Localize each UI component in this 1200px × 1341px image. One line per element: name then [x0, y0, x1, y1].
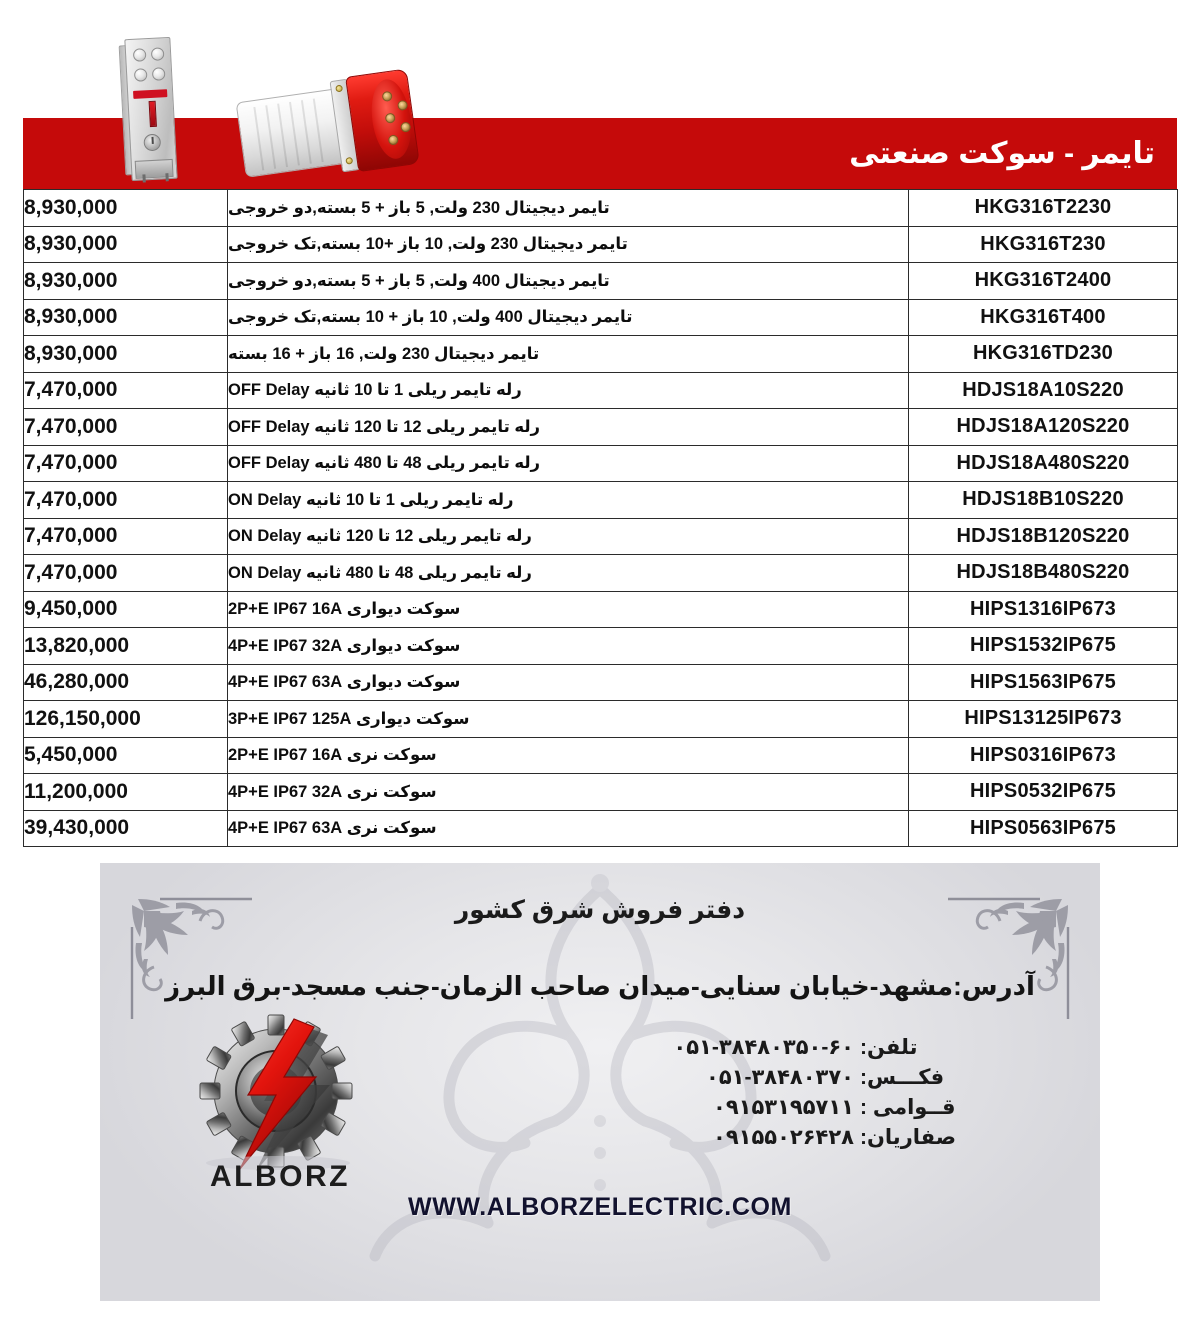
product-description-cell: سوکت نری 4P+E IP67 32A — [228, 774, 909, 811]
relay-terminal-icon — [151, 47, 165, 61]
product-price-cell: 13,820,000 — [24, 628, 228, 665]
product-code-cell: HKG316T2230 — [909, 190, 1178, 227]
relay-terminal-icon — [152, 67, 166, 81]
product-description-cell: تایمر دیجیتال 400 ولت, 10 باز + 10 بسته,تک خروجی — [228, 299, 909, 336]
product-price-cell: 8,930,000 — [24, 263, 228, 300]
plug-screw-icon — [335, 85, 343, 93]
product-price-cell: 7,470,000 — [24, 482, 228, 519]
contact-list — [664, 1035, 982, 1155]
contact-row — [664, 1095, 982, 1125]
table-row — [24, 518, 1178, 555]
table-row — [24, 774, 1178, 811]
relay-terminal-icon — [134, 68, 148, 82]
product-price-cell: 7,470,000 — [24, 409, 228, 446]
contact-label: صفاریان: — [860, 1126, 957, 1149]
relay-brand-label — [133, 89, 167, 99]
contact-row — [664, 1125, 982, 1155]
product-code-cell: HDJS18B120S220 — [909, 518, 1178, 555]
website-url[interactable]: WWW.ALBORZELECTRIC.COM — [408, 1193, 792, 1221]
product-code-cell: HIPS13125IP673 — [909, 701, 1178, 738]
product-price-cell: 8,930,000 — [24, 336, 228, 373]
contact-label: فکـــس: — [860, 1066, 945, 1089]
product-description-cell: سوکت دیواری 4P+E IP67 32A — [228, 628, 909, 665]
product-code-cell: HKG316TD230 — [909, 336, 1178, 373]
product-code-cell: HIPS1563IP675 — [909, 664, 1178, 701]
product-code-cell: HIPS0563IP675 — [909, 810, 1178, 847]
product-code-cell: HDJS18A480S220 — [909, 445, 1178, 482]
office-title: دفتر فروش شرق کشور — [454, 896, 746, 924]
table-row — [24, 628, 1178, 665]
relay-terminal-icon — [133, 48, 147, 62]
product-code-cell: HDJS18A10S220 — [909, 372, 1178, 409]
product-description-cell: تایمر دیجیتال 230 ولت, 5 باز + 5 بسته,دو خروجی — [228, 190, 909, 227]
product-description-cell: سوکت دیواری 4P+E IP67 63A — [228, 664, 909, 701]
product-description-cell: سوکت نری 4P+E IP67 63A — [228, 810, 909, 847]
product-price-cell: 39,430,000 — [24, 810, 228, 847]
product-code-cell: HIPS1316IP673 — [909, 591, 1178, 628]
table-row — [24, 299, 1178, 336]
footer-contact-card — [100, 863, 1100, 1301]
contact-value: ۰۵۱-۳۸۴۸۰۳۷۰ — [706, 1066, 854, 1089]
product-description-cell: سوکت دیواری 3P+E IP67 125A — [228, 701, 909, 738]
product-code-cell: HIPS1532IP675 — [909, 628, 1178, 665]
product-code-cell: HDJS18A120S220 — [909, 409, 1178, 446]
office-address: آدرس:مشهد-خیابان سنایی-میدان صاحب الزمان-جنب مسجد-برق البرز — [165, 971, 1035, 1001]
product-price-cell: 7,470,000 — [24, 372, 228, 409]
product-price-cell: 7,470,000 — [24, 555, 228, 592]
table-row — [24, 372, 1178, 409]
product-code-cell: HKG316T230 — [909, 226, 1178, 263]
alborz-logo — [188, 1013, 378, 1193]
product-description-cell: رله تایمر ریلی 12 تا 120 ثانیه OFF Delay — [228, 409, 909, 446]
table-row — [24, 482, 1178, 519]
plug-pin-hole — [397, 100, 408, 111]
product-price-cell: 8,930,000 — [24, 226, 228, 263]
plug-pin-hole — [382, 91, 393, 102]
product-code-cell: HKG316T2400 — [909, 263, 1178, 300]
header-banner — [23, 118, 1177, 189]
product-description-cell: رله تایمر ریلی 48 تا 480 ثانیه OFF Delay — [228, 445, 909, 482]
logo-wordmark: ALBORZ — [210, 1160, 350, 1193]
table-row — [24, 810, 1178, 847]
product-description-cell: تایمر دیجیتال 230 ولت, 16 باز + 16 بسته — [228, 336, 909, 373]
product-description-cell: رله تایمر ریلی 1 تا 10 ثانیه ON Delay — [228, 482, 909, 519]
table-row — [24, 701, 1178, 738]
contact-value: ۰۹۱۵۵۰۲۶۴۲۸ — [713, 1126, 854, 1149]
product-price-cell: 7,470,000 — [24, 445, 228, 482]
contact-row — [664, 1065, 982, 1095]
product-description-cell: تایمر دیجیتال 230 ولت, 10 باز +10 بسته,تک خروجی — [228, 226, 909, 263]
table-row — [24, 445, 1178, 482]
product-price-cell: 126,150,000 — [24, 701, 228, 738]
product-description-cell: رله تایمر ریلی 12 تا 120 ثانیه ON Delay — [228, 518, 909, 555]
table-row — [24, 263, 1178, 300]
product-price-cell: 8,930,000 — [24, 190, 228, 227]
product-price-cell: 9,450,000 — [24, 591, 228, 628]
product-price-cell: 7,470,000 — [24, 518, 228, 555]
product-description-cell: تایمر دیجیتال 400 ولت, 5 باز + 5 بسته,دو خروجی — [228, 263, 909, 300]
contact-label: قــوامی : — [860, 1096, 956, 1119]
product-code-cell: HDJS18B480S220 — [909, 555, 1178, 592]
product-description-cell: رله تایمر ریلی 1 تا 10 ثانیه OFF Delay — [228, 372, 909, 409]
table-row — [24, 226, 1178, 263]
product-price-cell: 11,200,000 — [24, 774, 228, 811]
page-title: تایمر - سوکت صنعتی — [849, 136, 1155, 170]
table-row — [24, 555, 1178, 592]
contact-value: ۰۵۱-۳۸۴۸۰۳۵۰-۶۰ — [673, 1036, 854, 1059]
price-table — [23, 189, 1178, 847]
product-description-cell: رله تایمر ریلی 48 تا 480 ثانیه ON Delay — [228, 555, 909, 592]
product-price-cell: 46,280,000 — [24, 664, 228, 701]
contact-label: تلفن: — [860, 1036, 918, 1059]
contact-row — [664, 1035, 982, 1065]
contact-value: ۰۹۱۵۳۱۹۵۷۱۱ — [713, 1096, 854, 1119]
table-row — [24, 190, 1178, 227]
product-code-cell: HIPS0532IP675 — [909, 774, 1178, 811]
product-description-cell: سوکت دیواری 2P+E IP67 16A — [228, 591, 909, 628]
product-description-cell: سوکت نری 2P+E IP67 16A — [228, 737, 909, 774]
table-row — [24, 336, 1178, 373]
table-row — [24, 409, 1178, 446]
product-code-cell: HDJS18B10S220 — [909, 482, 1178, 519]
product-code-cell: HIPS0316IP673 — [909, 737, 1178, 774]
table-row — [24, 737, 1178, 774]
product-code-cell: HKG316T400 — [909, 299, 1178, 336]
product-price-cell: 8,930,000 — [24, 299, 228, 336]
product-price-cell: 5,450,000 — [24, 737, 228, 774]
gear-lightning-logo-icon — [188, 1013, 378, 1193]
table-row — [24, 664, 1178, 701]
table-row — [24, 591, 1178, 628]
